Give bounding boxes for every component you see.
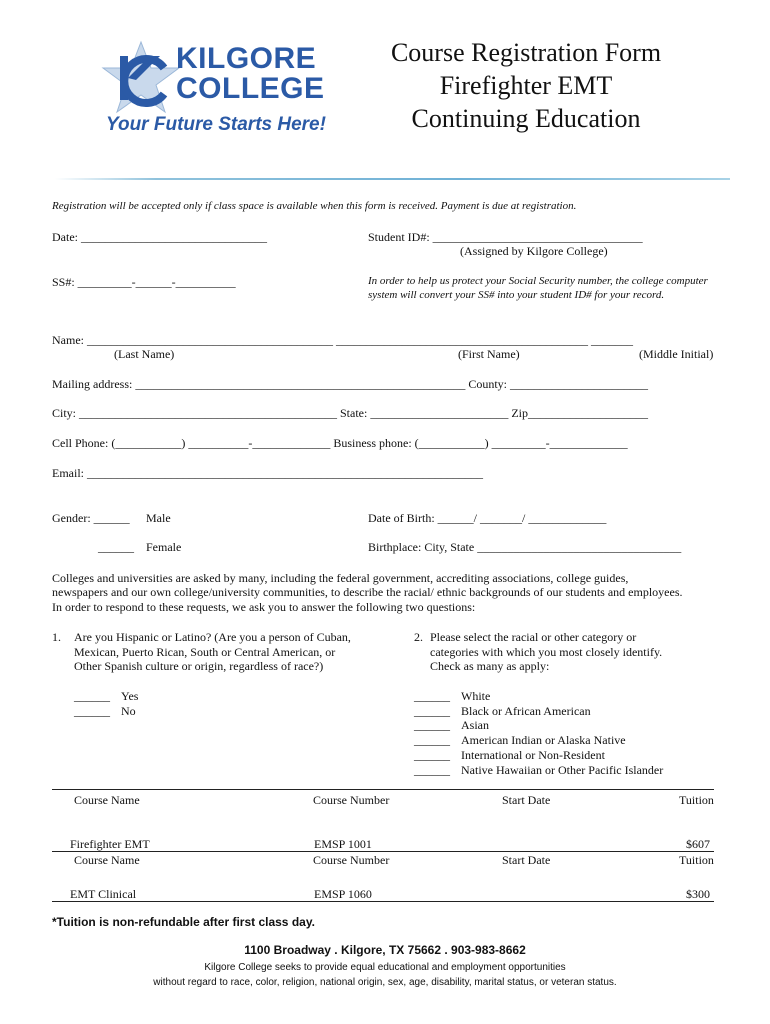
header-divider <box>55 178 730 180</box>
student-id-note: (Assigned by Kilgore College) <box>460 244 608 258</box>
logo-kilgore-text: KILGORE <box>176 42 317 75</box>
course-row-2-number: EMSP 1060 <box>314 887 372 901</box>
birthplace-field[interactable]: Birthplace: City, State __________________________________ <box>368 540 682 554</box>
date-field[interactable]: Date: _______________________________ <box>52 230 267 244</box>
gender-field[interactable]: Gender: ______ <box>52 511 130 525</box>
registration-notice: Registration will be accepted only if class space is available when this form is received. Payment is due at registration. <box>52 200 577 212</box>
question-2-line-2: categories with which you most closely identify. <box>430 645 663 659</box>
star-emblem-icon <box>100 38 182 120</box>
tuition-header: Tuition <box>679 793 714 807</box>
last-name-label: (Last Name) <box>114 347 175 361</box>
q2-pacific-islander-label: Native Hawaiian or Other Pacific Islander <box>461 763 664 777</box>
question-1-line-2: Mexican, Puerto Rican, South or Central American, or <box>74 645 336 659</box>
footer-address: 1100 Broadway . Kilgore, TX 75662 . 903-983-8662 <box>244 943 526 957</box>
section-divider <box>52 789 714 790</box>
q2-international-blank[interactable]: ______ <box>414 748 450 762</box>
q2-black-blank[interactable]: ______ <box>414 704 450 718</box>
question-1-number: 1. <box>52 630 61 644</box>
gender-female-label: Female <box>146 540 182 554</box>
question-2-line-3: Check as many as apply: <box>430 659 550 673</box>
form-department: Continuing Education <box>411 104 641 133</box>
email-field[interactable]: Email: __________________________________________________________________ <box>52 466 483 480</box>
gender-female-blank[interactable]: ______ <box>98 540 134 554</box>
date-of-birth-field[interactable]: Date of Birth: ______/ _______/ _____________ <box>368 511 607 525</box>
logo-college-text: COLLEGE <box>176 72 325 105</box>
question-2-number: 2. <box>414 630 423 644</box>
course-name-header: Course Name <box>74 793 140 807</box>
course-row-1-underline <box>52 851 714 852</box>
start-date-header: Start Date <box>502 793 551 807</box>
course-row-2-name: EMT Clinical <box>70 887 137 901</box>
footer-eeo-line-2: without regard to race, color, religion, national origin, sex, age, disability, marital status, or veteran status. <box>153 977 617 988</box>
first-name-label: (First Name) <box>458 347 520 361</box>
course-row-2-tuition: $300 <box>686 887 710 901</box>
college-logo <box>100 38 326 143</box>
q2-asian-label: Asian <box>461 718 489 732</box>
course-row-2-underline <box>52 901 714 902</box>
question-1-line-3: Other Spanish culture or origin, regardless of race?) <box>74 659 324 673</box>
question-2-line-1: Please select the racial or other category or <box>430 630 637 644</box>
q1-no-label: No <box>121 704 136 718</box>
q2-international-label: International or Non-Resident <box>461 748 605 762</box>
city-state-zip-field[interactable]: City: ___________________________________________ State: _______________________ Zip____________________ <box>52 406 648 420</box>
question-1-line-1: Are you Hispanic or Latino? (Are you a person of Cuban, <box>74 630 351 644</box>
q1-no-blank[interactable]: ______ <box>74 704 110 718</box>
footer-eeo-line-1: Kilgore College seeks to provide equal educational and employment opportunities <box>204 962 566 973</box>
form-title: Course Registration Form <box>390 38 662 67</box>
student-id-field[interactable]: Student ID#: ___________________________________ <box>368 230 643 244</box>
demographics-intro-2: newspapers and our own college/university communities, to describe the racial/ ethnic backgrounds of our students and employees. <box>52 585 683 599</box>
form-subtitle: Firefighter EMT <box>439 71 613 100</box>
demographics-intro-3: In order to respond to these requests, we ask you to answer the following two questions: <box>52 600 476 614</box>
q2-white-label: White <box>461 689 491 703</box>
phone-field[interactable]: Cell Phone: (___________) __________-_____________ Business phone: (___________) _________-_____________ <box>52 436 628 450</box>
logo-tagline: Your Future Starts Here! <box>106 114 326 135</box>
ss-note-line-2: system will convert your SS# into your student ID# for your record. <box>368 289 665 301</box>
course-number-header: Course Number <box>313 793 390 807</box>
course-name-header-2: Course Name <box>74 853 140 867</box>
middle-initial-label: (Middle Initial) <box>639 347 714 361</box>
q2-pacific-islander-blank[interactable]: ______ <box>414 763 450 777</box>
name-field[interactable]: Name: _________________________________________ __________________________________________ _______ <box>52 333 633 347</box>
course-row-1-number: EMSP 1001 <box>314 837 372 851</box>
gender-male-label: Male <box>146 511 171 525</box>
q2-black-label: Black or African American <box>461 704 591 718</box>
demographics-intro-1: Colleges and universities are asked by many, including the federal government, accrediting associations, college guides, <box>52 571 629 585</box>
course-number-header-2: Course Number <box>313 853 390 867</box>
ss-note-line-1: In order to help us protect your Social Security number, the college computer <box>368 275 708 287</box>
course-row-1-tuition: $607 <box>686 837 710 851</box>
tuition-header-2: Tuition <box>679 853 714 867</box>
q2-white-blank[interactable]: ______ <box>414 689 450 703</box>
q2-native-american-label: American Indian or Alaska Native <box>461 733 626 747</box>
q1-yes-label: Yes <box>121 689 139 703</box>
mailing-address-field[interactable]: Mailing address: _______________________________________________________ County: _______________________ <box>52 377 648 391</box>
tuition-note: *Tuition is non-refundable after first class day. <box>52 915 315 929</box>
q1-yes-blank[interactable]: ______ <box>74 689 110 703</box>
q2-asian-blank[interactable]: ______ <box>414 718 450 732</box>
q2-native-american-blank[interactable]: ______ <box>414 733 450 747</box>
ss-field[interactable]: SS#: _________-______-__________ <box>52 275 236 289</box>
course-row-1-name: Firefighter EMT <box>70 837 150 851</box>
start-date-header-2: Start Date <box>502 853 551 867</box>
